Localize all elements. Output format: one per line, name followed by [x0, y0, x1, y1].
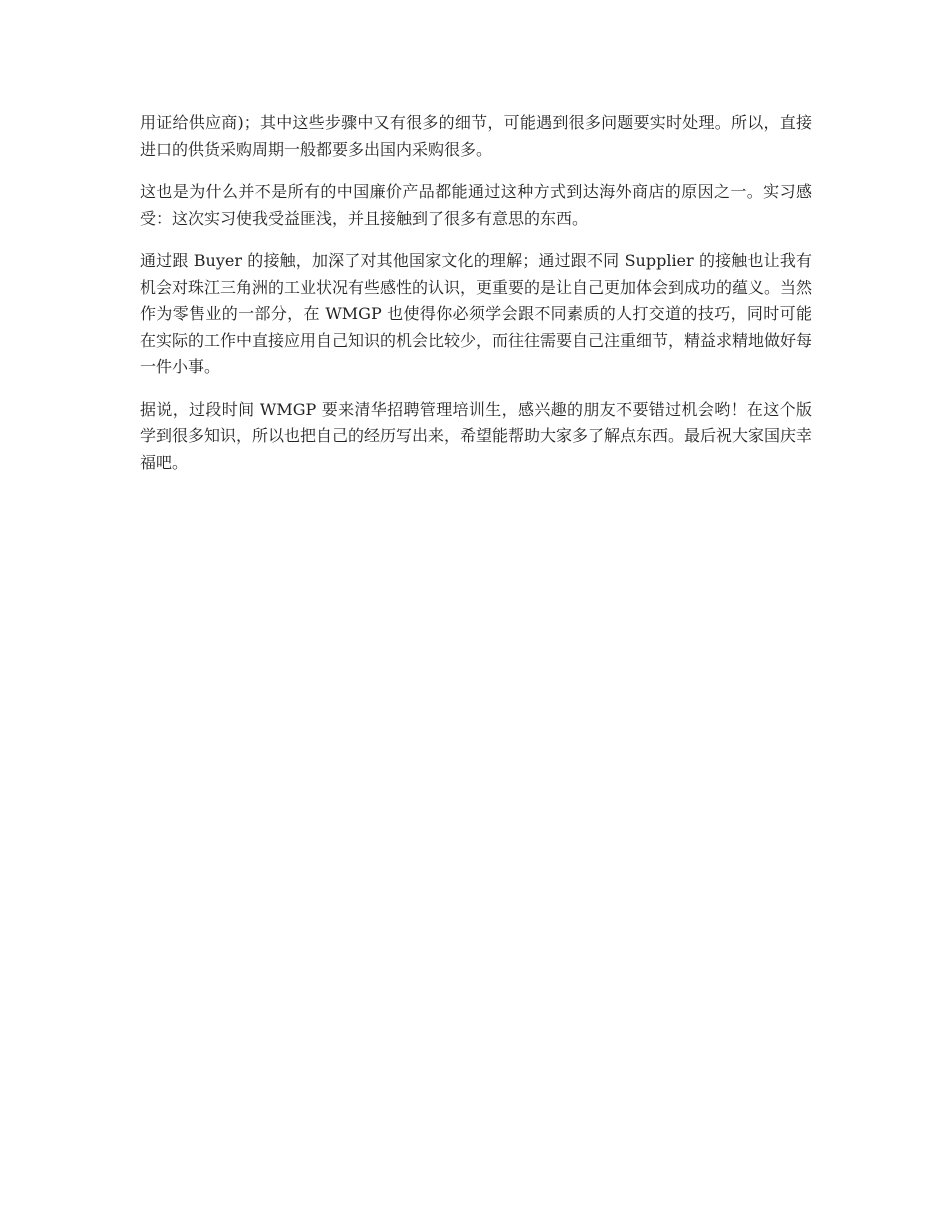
- paragraph-4: 据说，过段时间 WMGP 要来清华招聘管理培训生，感兴趣的朋友不要错过机会哟！在这个版学到很多知识，所以也把自己的经历写出来，希望能帮助大家多了解点东西。最后祝大家国庆幸福吧。: [140, 399, 813, 472]
- paragraph-1: 用证给供应商)；其中这些步骤中又有很多的细节，可能遇到很多问题要实时处理。所以，直接进口的供货采购周期一般都要多出国内采购很多。: [140, 113, 812, 159]
- paragraph-2: 这也是为什么并不是所有的中国廉价产品都能通过这种方式到达海外商店的原因之一。实习感受：这次实习使我受益匪浅，并且接触到了很多有意思的东西。: [140, 182, 812, 228]
- paragraph-3: 通过跟 Buyer 的接触，加深了对其他国家文化的理解；通过跟不同 Supplier 的接触也让我有机会对珠江三角洲的工业状况有些感性的认识，更重要的是让自己更加体会到成功的蕴义。当然作为零售业的一部分，在 WMGP 也使得你必须学会跟不同素质的人打交道的技巧，同时可能在实际的工作中直接应用自己知识的机会比较少，而往往需要自己注重细节，精益求精地做好每一件小事。: [140, 251, 813, 376]
- document-body: [140, 110, 812, 492]
